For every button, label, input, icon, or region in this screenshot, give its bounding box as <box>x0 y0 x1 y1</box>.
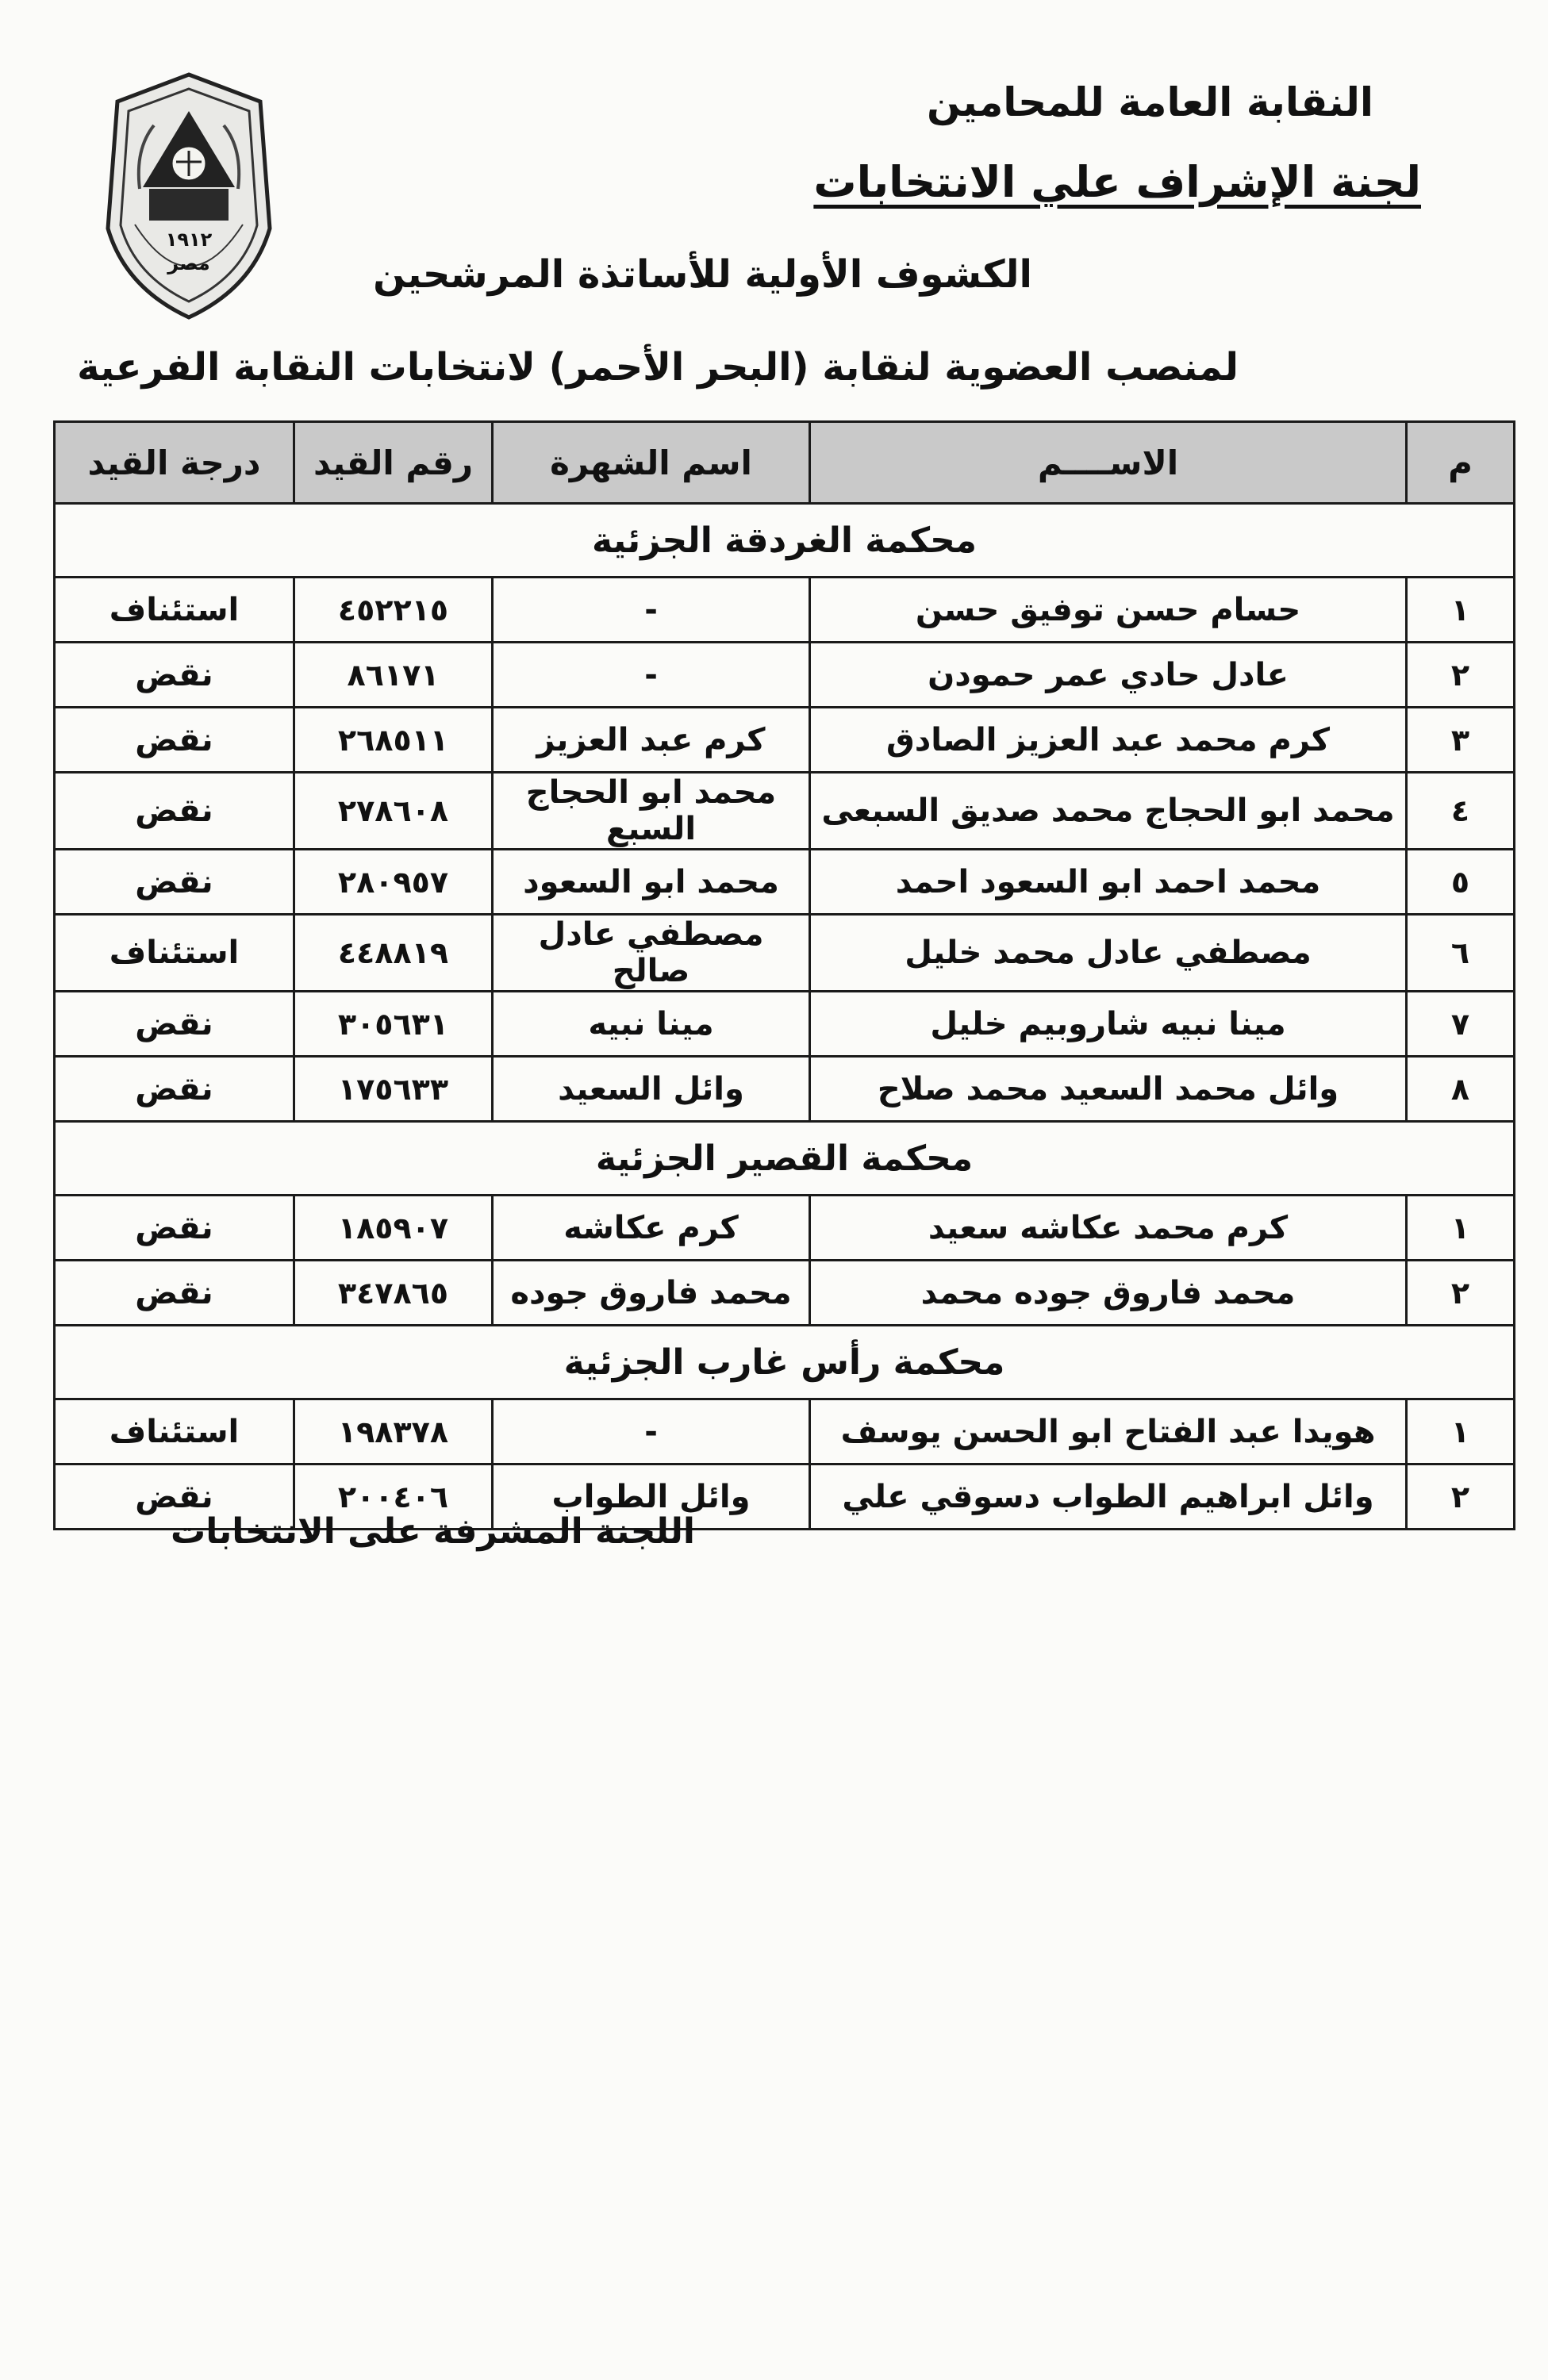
row-grade: نقض <box>55 1261 294 1326</box>
table-row <box>55 915 1515 992</box>
column-header-registration: رقم القيد <box>294 422 493 504</box>
table-row <box>55 1057 1515 1122</box>
row-number: ٦ <box>1407 915 1515 992</box>
row-number: ٣ <box>1407 708 1515 773</box>
row-name: مصطفي عادل محمد خليل <box>810 915 1407 992</box>
row-name: محمد فاروق جوده محمد <box>810 1261 1407 1326</box>
row-alias: محمد ابو الحجاج السبع <box>493 773 810 850</box>
row-grade: نقض <box>55 1196 294 1261</box>
row-name: وائل محمد السعيد محمد صلاح <box>810 1057 1407 1122</box>
row-registration: ٣٠٥٦٣١ <box>294 992 493 1057</box>
row-grade: استئناف <box>55 915 294 992</box>
column-header-grade: درجة القيد <box>55 422 294 504</box>
row-registration: ٣٤٧٨٦٥ <box>294 1261 493 1326</box>
row-name: محمد ابو الحجاج محمد صديق السبعى <box>810 773 1407 850</box>
candidates-table-wrap <box>56 420 1515 1530</box>
row-alias: - <box>493 1399 810 1464</box>
table-row <box>55 850 1515 915</box>
table-row <box>55 643 1515 708</box>
row-registration: ٢٧٨٦٠٨ <box>294 773 493 850</box>
row-registration: ٢٠٠٤٠٦ <box>294 1464 493 1530</box>
column-header-name: الاســــم <box>810 422 1407 504</box>
row-name: كرم محمد عكاشه سعيد <box>810 1196 1407 1261</box>
row-alias: وائل السعيد <box>493 1057 810 1122</box>
row-number: ٨ <box>1407 1057 1515 1122</box>
section-title: محكمة رأس غارب الجزئية <box>55 1326 1515 1399</box>
row-name: هويدا عبد الفتاح ابو الحسن يوسف <box>810 1399 1407 1464</box>
row-number: ٢ <box>1407 1464 1515 1530</box>
table-row <box>55 578 1515 643</box>
row-name: مينا نبيه شاروبيم خليل <box>810 992 1407 1057</box>
row-grade: نقض <box>55 643 294 708</box>
row-name: حسام حسن توفيق حسن <box>810 578 1407 643</box>
row-number: ١ <box>1407 1196 1515 1261</box>
row-grade: نقض <box>55 850 294 915</box>
row-alias: محمد ابو السعود <box>493 850 810 915</box>
row-registration: ١٧٥٦٣٣ <box>294 1057 493 1122</box>
row-number: ١ <box>1407 1399 1515 1464</box>
document-title: الكشوف الأولية للأساتذة المرشحين <box>373 252 1032 297</box>
table-row <box>55 992 1515 1057</box>
row-registration: ١٨٥٩٠٧ <box>294 1196 493 1261</box>
row-alias: مينا نبيه <box>493 992 810 1057</box>
row-registration: ٤٤٨٨١٩ <box>294 915 493 992</box>
column-header-number: م <box>1407 422 1515 504</box>
row-number: ٤ <box>1407 773 1515 850</box>
row-alias: مصطفي عادل صالح <box>493 915 810 992</box>
row-grade: نقض <box>55 708 294 773</box>
candidates-table <box>53 420 1515 1530</box>
row-number: ٧ <box>1407 992 1515 1057</box>
committee-name: لجنة الإشراف علي الانتخابات <box>813 157 1421 207</box>
row-grade: نقض <box>55 992 294 1057</box>
table-row <box>55 1196 1515 1261</box>
row-name: محمد احمد ابو السعود احمد <box>810 850 1407 915</box>
section-row <box>55 1326 1515 1399</box>
row-alias: كرم عبد العزيز <box>493 708 810 773</box>
organization-name: النقابة العامة للمحامين <box>926 79 1373 125</box>
row-registration: ١٩٨٣٧٨ <box>294 1399 493 1464</box>
row-registration: ٨٦١٧١ <box>294 643 493 708</box>
row-number: ١ <box>1407 578 1515 643</box>
row-grade: نقض <box>55 1057 294 1122</box>
row-alias: محمد فاروق جوده <box>493 1261 810 1326</box>
row-grade: نقض <box>55 1464 294 1530</box>
table-row <box>55 1261 1515 1326</box>
seal-year: ١٩١٢ <box>165 228 213 251</box>
row-grade: استئناف <box>55 578 294 643</box>
row-name: كرم محمد عبد العزيز الصادق <box>810 708 1407 773</box>
row-grade: نقض <box>55 773 294 850</box>
row-registration: ٢٨٠٩٥٧ <box>294 850 493 915</box>
row-name: عادل حادي عمر حمودن <box>810 643 1407 708</box>
row-registration: ٢٦٨٥١١ <box>294 708 493 773</box>
row-alias: كرم عكاشه <box>493 1196 810 1261</box>
seal-country: مصر <box>167 252 210 274</box>
section-row <box>55 1122 1515 1196</box>
table-row <box>55 1399 1515 1464</box>
row-name: وائل ابراهيم الطواب دسوقي علي <box>810 1464 1407 1530</box>
row-alias: - <box>493 578 810 643</box>
committee-signature: اللجنة المشرفة على الانتخابات <box>171 1511 695 1552</box>
row-grade: استئناف <box>55 1399 294 1464</box>
row-number: ٢ <box>1407 1261 1515 1326</box>
row-alias: - <box>493 643 810 708</box>
row-alias: وائل الطواب <box>493 1464 810 1530</box>
table-row <box>55 773 1515 850</box>
column-header-alias: اسم الشهرة <box>493 422 810 504</box>
table-row <box>55 708 1515 773</box>
section-row <box>55 504 1515 578</box>
section-title: محكمة الغردقة الجزئية <box>55 504 1515 578</box>
document-subtitle: لمنصب العضوية لنقابة (البحر الأحمر) لانتخابات النقابة الفرعية <box>77 345 1239 390</box>
section-title: محكمة القصير الجزئية <box>55 1122 1515 1196</box>
row-number: ٥ <box>1407 850 1515 915</box>
row-number: ٢ <box>1407 643 1515 708</box>
bar-association-seal-icon <box>94 70 284 324</box>
table-header-row <box>55 422 1515 504</box>
row-registration: ٤٥٢٢١٥ <box>294 578 493 643</box>
